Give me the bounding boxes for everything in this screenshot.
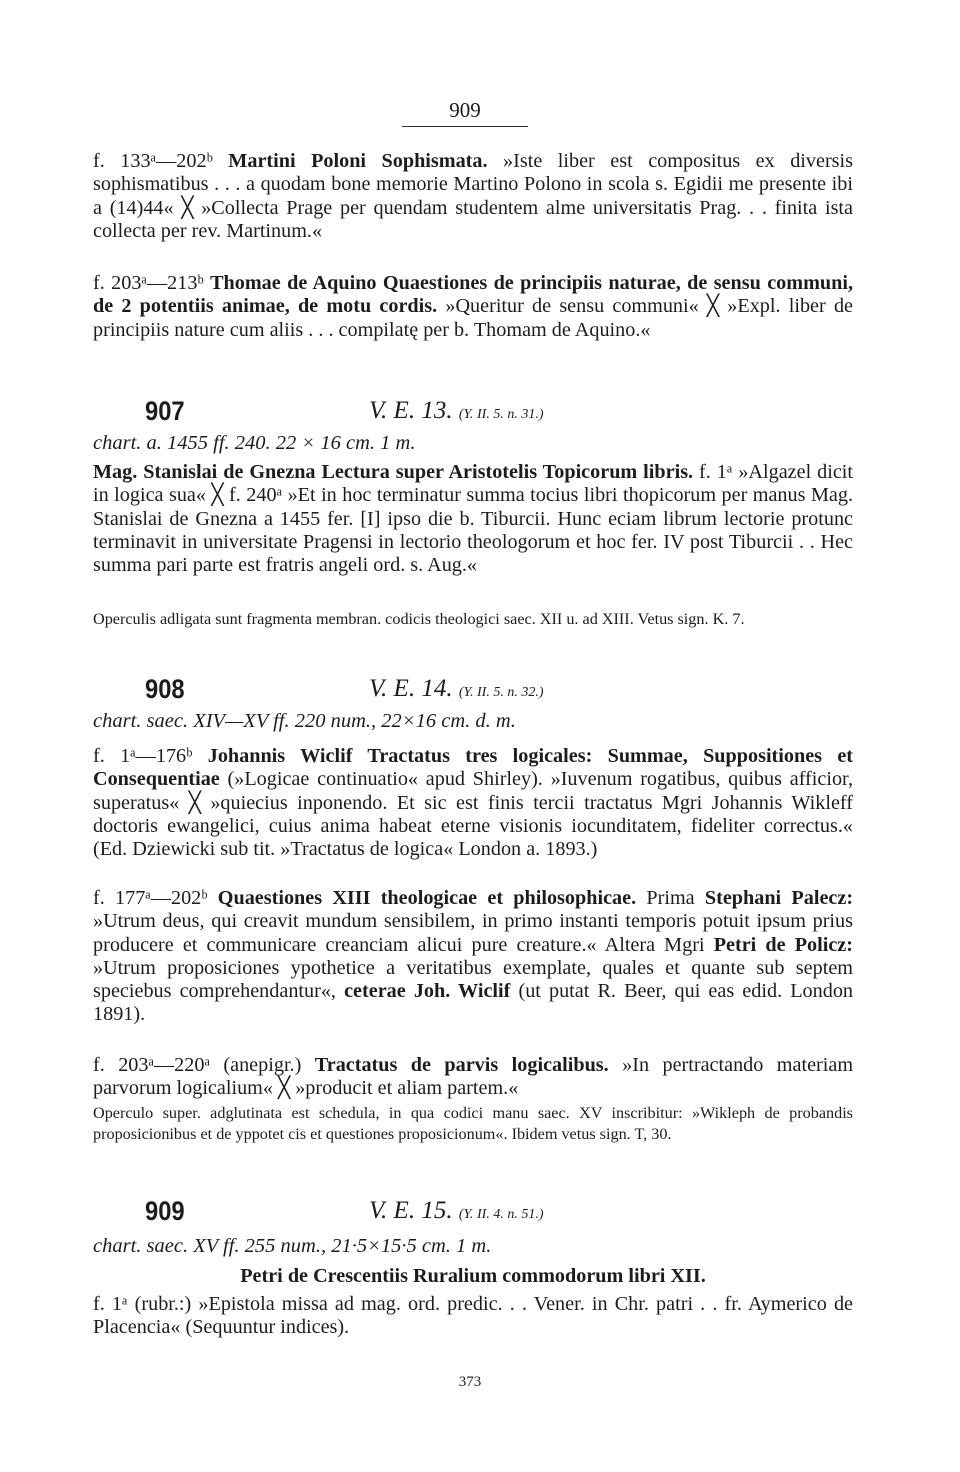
entry-header-909 [93, 1196, 853, 1236]
work-title: Quaestiones XIII theologicae et philosophicae. [217, 887, 637, 909]
entry-header-907 [93, 396, 853, 436]
entry-note-907: Operculis adligata sunt fragmenta membran. codicis theologici saec. XII u. ad XIII. Vetus sign. K. 7. [93, 610, 745, 628]
entry-number: 909 [145, 1196, 185, 1226]
work-title: Mag. Stanislai de Gnezna Lectura super Aristotelis Topicorum libris. [93, 461, 694, 483]
incipit-text: »In pertractando materiam parvorum logicalium« ╳ »producit et aliam partem.« [93, 1054, 854, 1100]
folio-range: f. 177ᵃ—202ᵇ [93, 887, 208, 909]
entry-description-907: chart. a. 1455 ff. 240. 22 × 16 cm. 1 m. [93, 432, 416, 454]
work-title: Tractatus de parvis logicalibus. [314, 1054, 609, 1076]
author-name: Petri de Policz: [713, 933, 853, 956]
entry-description-909: chart. saec. XV ff. 255 num., 21·5×15·5 cm. 1 m. [93, 1235, 492, 1257]
work-title: Martini Poloni Sophismata. [228, 150, 488, 172]
entry-description-908: chart. saec. XIV—XV ff. 220 num., 22×16 cm. d. m. [93, 710, 516, 732]
folio-range: f. 203ᵃ—220ᵃ (anepigr.) [93, 1054, 302, 1076]
author-name: ceterae Joh. Wiclif [344, 980, 511, 1003]
folio-range: f. 203ᵃ—213ᵇ [93, 272, 204, 294]
entry-part-908-3 [93, 1054, 853, 1101]
shelf-signature: V. E. 14. (Y. II. 5. n. 32.) [369, 675, 544, 702]
old-signature: (Y. II. 5. n. 31.) [458, 407, 544, 422]
intro-paragraph-2 [93, 272, 853, 342]
entry-header-908 [93, 674, 853, 714]
entry-part-908-1 [93, 745, 853, 861]
work-title: Johannis Wiclif Tractatus tres logicales: Summae, Suppositiones et Consequentiae [93, 745, 854, 791]
entry-title-909: Petri de Crescentiis Ruralium commodorum libri XII. [240, 1265, 706, 1287]
old-signature: (Y. II. 5. n. 32.) [458, 685, 544, 700]
author-name: Stephani Palecz: [704, 887, 854, 909]
shelf-signature: V. E. 15. (Y. II. 4. n. 51.) [369, 1197, 544, 1224]
intro-paragraph-1 [93, 150, 853, 243]
entry-note-908: Operculo super. adglutinata est schedula, in qua codici manu saec. XV inscribitur: »Wikleph de probandis proposicionibus et de yppotet cis et questiones proposicionum«. Ibidem vetus sign. T, 30. [93, 1104, 853, 1143]
old-signature: (Y. II. 4. n. 51.) [458, 1207, 544, 1222]
entry-body-909: f. 1ᵃ (rubr.:) »Epistola missa ad mag. ord. predic. . . Vener. in Chr. patri . . fr. Aymerico de Placencia« (Sequuntur indices). [93, 1293, 853, 1339]
entry-number: 907 [145, 396, 185, 426]
page-footer-number: 373 [458, 1374, 482, 1390]
shelf-signature: V. E. 13. (Y. II. 5. n. 31.) [369, 397, 544, 424]
incipit-text: »Iste liber est compositus ex diversis sophismatibus . . . a quodam bone memorie Martino Polono in scola s. Egidii me presente ibi a (14)44« ╳ »Collecta Prage per quendam studentem alme universitatis Prag. . . finita ista collecta per rev. Martinum.« [93, 150, 854, 242]
folio-range: f. 133ᵃ—202ᵇ [93, 150, 213, 172]
work-title: Thomae de Aquino Quaestiones de principiis naturae, de sensu communi, de 2 potentiis animae, de motu cordis. [93, 272, 854, 318]
page-header-number: 909 [449, 98, 481, 122]
entry-body-907 [93, 461, 853, 577]
incipit-text: »Queritur de sensu communi« ╳ »Expl. liber de principiis nature cum aliis . . . compilatę per b. Thomam de Aquino.« [93, 295, 853, 341]
entry-part-908-2: f. 177ᵃ—202ᵇ Quaestiones XIII theologicae et philosophicae. Prima Stephani Palecz: »Utrum deus, qui creavit mundum sensibilem, in primo instanti temporis potuit ipsum prius producere et communicare creanciam alicui pure creature.« Altera Mgri Petri de Policz: »Utrum proposiciones ypothetice a veritatibus exemplate, quales et quante sub septem speciebus comprehendantur«, ceterae Joh. Wiclif (ut putat R. Beer, qui eas edid. London 1891). [93, 887, 854, 1026]
incipit-text: f. 1ᵃ »Algazel dicit in logica sua« ╳ f. 240ᵃ »Et in hoc terminatur summa tocius libri thopicorum per manus Mag. Stanislai de Gnezna a 1455 fer. [I] ipso die b. Tiburcii. Hunc eciam librum lectorie protunc terminavit in universitate Pragensi in lectorio theologorum et hoc fer. IV post Tiburcii . . Hec summa pari parte est fratris angeli ord. s. Aug.« [93, 461, 853, 577]
incipit-text: (»Logicae continuatio« apud Shirley). »Iuvenum rogatibus, quibus afficior, superatus« ╳ »quiecius inponendo. Et sic est finis tercii tractatus Mgri Johannis Wikleff doctoris ewangelici, cuius anima habeat eterne visionis iocunditatem, fideliter correctus.« (Ed. Dziewicki sub tit. »Tractatus de logica« London a. 1893.) [93, 768, 854, 861]
header-rule [402, 126, 528, 127]
folio-range: f. 1ᵃ—176ᵇ [93, 745, 193, 767]
entry-number: 908 [145, 674, 185, 704]
